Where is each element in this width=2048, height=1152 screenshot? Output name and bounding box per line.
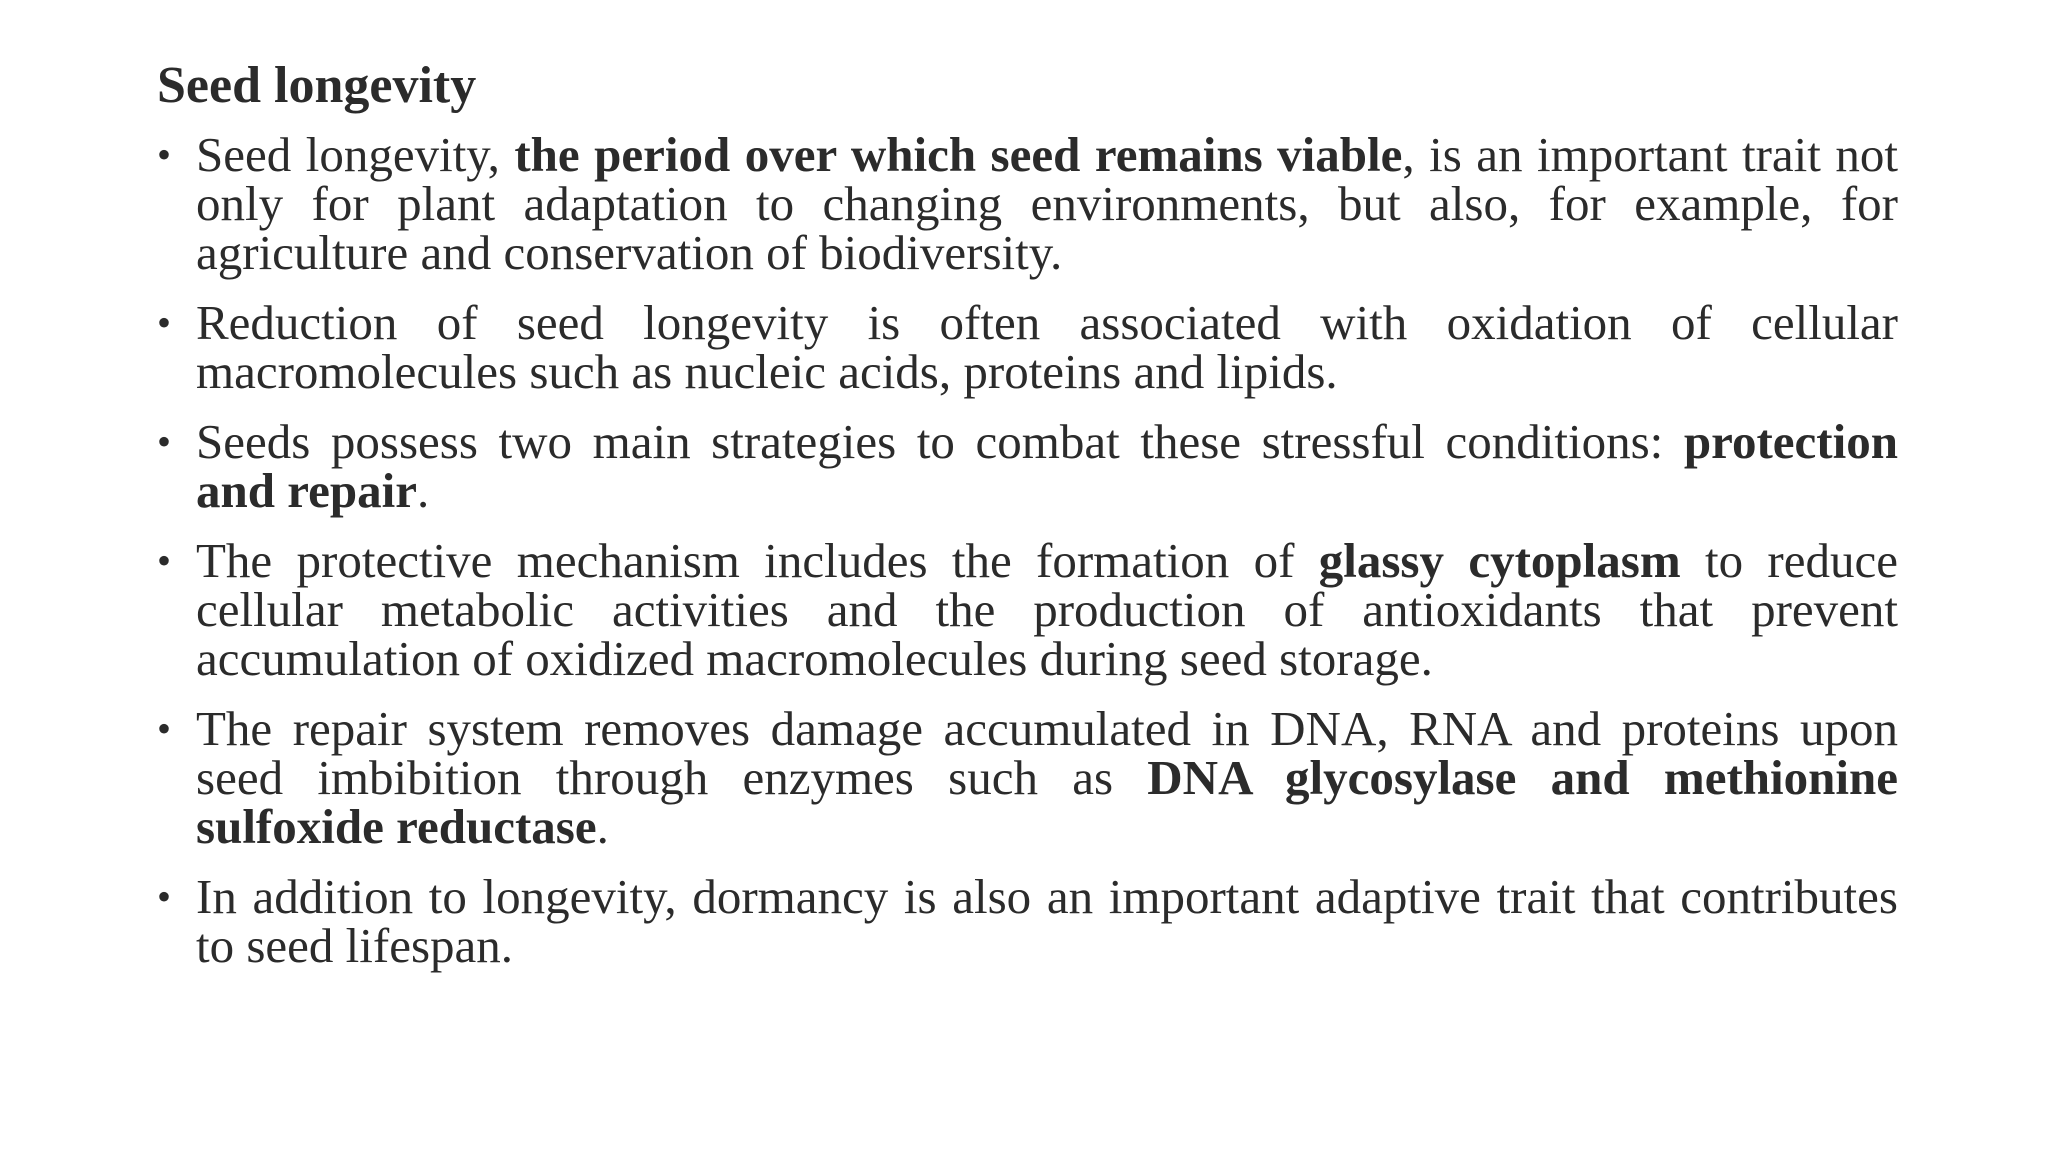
bullet-text: to reduce cellular metabolic activities and the production of antioxidants that prevent accumulation of oxidized macromolecules during seed storage. <box>196 533 1898 686</box>
bullet-text: , is an important trait not only for plant adaptation to changing environments, but also, for example, for agriculture and conservation of biodiversity. <box>196 127 1898 280</box>
bullet-list <box>157 127 1899 991</box>
bullet-emphasis: protection and repair <box>196 414 1898 518</box>
bullet-dot-icon: • <box>157 538 172 583</box>
bullet-item <box>157 533 1898 686</box>
slide-title: Seed longevity <box>157 57 477 114</box>
bullet-dot-icon: • <box>157 874 172 919</box>
bullet-item <box>157 295 1898 399</box>
bullet-emphasis: glassy cytoplasm <box>1318 533 1681 588</box>
bullet-item <box>157 869 1898 973</box>
bullet-text: In addition to longevity, dormancy is also an important adaptive trait that contributes to seed lifespan. <box>196 869 1898 973</box>
bullet-text: The protective mechanism includes the formation of <box>196 533 1319 588</box>
bullet-text: Seed longevity, <box>196 127 515 182</box>
bullet-emphasis: the period over which seed remains viable <box>514 127 1403 182</box>
bullet-emphasis: DNA glycosylase and methionine sulfoxide reductase <box>196 750 1899 854</box>
bullet-item <box>157 701 1899 854</box>
bullet-text: The repair system removes damage accumulated in DNA, RNA and proteins upon seed imbibition through enzymes such as <box>196 701 1898 805</box>
bullet-text: Seeds possess two main strategies to combat these stressful conditions: <box>196 414 1684 469</box>
bullet-dot-icon: • <box>157 300 172 345</box>
bullet-text: Reduction of seed longevity is often associated with oxidation of cellular macromolecules such as nucleic acids, proteins and lipids. <box>196 295 1898 399</box>
bullet-dot-icon: • <box>157 706 172 751</box>
bullet-dot-icon: • <box>157 132 172 177</box>
bullet-dot-icon: • <box>157 419 172 464</box>
bullet-item <box>157 127 1898 280</box>
bullet-text: . <box>596 799 609 854</box>
bullet-item <box>157 414 1898 518</box>
bullet-text: . <box>416 463 430 518</box>
